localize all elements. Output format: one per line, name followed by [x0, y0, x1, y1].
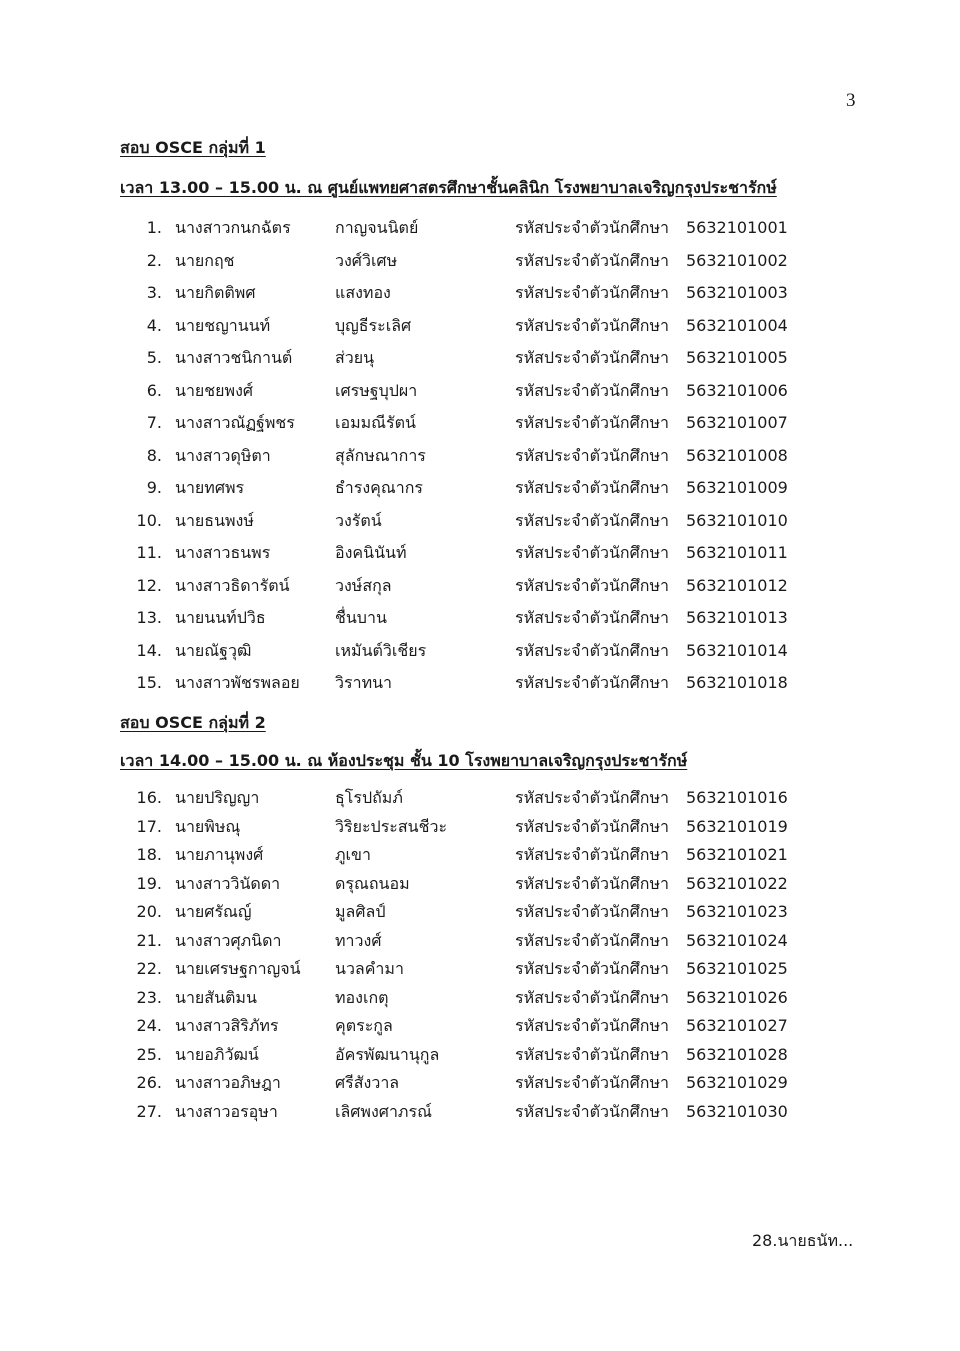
student-id-label: รหัสประจำตัวนักศึกษา [515, 640, 669, 660]
student-id: 5632101025 [686, 959, 788, 978]
student-first-name: นางสาวธิดารัตน์ [175, 575, 290, 595]
student-id-label: รหัสประจำตัวนักศึกษา [515, 283, 669, 302]
student-id: 5632101016 [686, 788, 788, 807]
student-id-label: รหัสประจำตัวนักศึกษา [515, 348, 669, 367]
student-row [0, 442, 960, 470]
student-first-name: นายอภิวัฒน์ [175, 1044, 259, 1064]
student-id: 5632101002 [686, 250, 788, 270]
student-id-label: รหัสประจำตัวนักศึกษา [515, 380, 669, 400]
student-last-name: สุลักษณาการ [335, 445, 426, 465]
student-row [0, 813, 960, 841]
student-last-name: คุตระกูล [335, 1016, 393, 1035]
student-last-name: วงรัตน์ [335, 510, 382, 530]
student-number: 26. [136, 1073, 162, 1092]
student-first-name: นางสาวณัฏฐ์พชร [175, 413, 295, 432]
student-row [0, 927, 960, 955]
student-first-name: นายสันติมน [175, 987, 257, 1007]
student-id-label: รหัสประจำตัวนักศึกษา [515, 608, 669, 627]
student-first-name: นายภานุพงศ์ [175, 845, 264, 864]
student-id-label: รหัสประจำตัวนักศึกษา [515, 445, 669, 465]
student-number: 24. [136, 1016, 162, 1035]
student-first-name: นางสาวดุษิตา [175, 445, 271, 465]
student-number: 14. [136, 640, 162, 660]
student-last-name: กาญจนนิตย์ [335, 218, 419, 237]
student-number: 13. [136, 608, 162, 627]
student-last-name: ทาวงศ์ [335, 930, 382, 950]
student-last-name: วิริยะประสนชีวะ [335, 816, 448, 836]
group-1-time-place: เวลา 13.00 – 15.00 น. ณ ศูนย์แพทยศาสตรศึกษาชั้นคลินิก โรงพยาบาลเจริญกรุงประชารักษ์ [120, 178, 777, 197]
student-first-name: นางสาวพัชรพลอย [175, 673, 300, 692]
student-number: 20. [136, 902, 162, 921]
student-last-name: ส่วยนุ [335, 348, 375, 367]
student-id: 5632101024 [686, 930, 788, 950]
group-1-title: สอบ OSCE กลุ่มที่ 1 [120, 138, 266, 157]
student-number: 18. [136, 845, 162, 864]
student-last-name: เลิศพงศาภรณ์ [335, 1101, 432, 1121]
student-row [0, 955, 960, 983]
student-row [0, 539, 960, 567]
student-id-label: รหัสประจำตัวนักศึกษา [515, 845, 669, 864]
student-id-label: รหัสประจำตัวนักศึกษา [515, 575, 669, 595]
student-id: 5632101009 [686, 478, 788, 497]
student-row [0, 214, 960, 242]
student-first-name: นายนนท์ปวิธ [175, 608, 266, 627]
student-last-name: วงษ์สกุล [335, 575, 392, 595]
student-id: 5632101001 [686, 218, 788, 237]
student-row [0, 474, 960, 502]
student-number: 19. [136, 873, 162, 893]
student-id: 5632101029 [686, 1073, 788, 1092]
student-id: 5632101018 [686, 673, 788, 692]
student-last-name: ศรีสังวาล [335, 1073, 400, 1092]
student-id: 5632101005 [686, 348, 788, 367]
page-number: 3 [846, 90, 856, 111]
student-number: 6. [146, 380, 162, 400]
student-row [0, 1098, 960, 1126]
student-first-name: นายชญานนท์ [175, 315, 271, 335]
student-id-label: รหัสประจำตัวนักศึกษา [515, 930, 669, 950]
student-first-name: นายเศรษฐกาญจน์ [175, 959, 301, 978]
student-number: 15. [136, 673, 162, 692]
student-row [0, 898, 960, 926]
student-id: 5632101010 [686, 510, 788, 530]
student-id: 5632101014 [686, 640, 788, 660]
student-first-name: นางสาวธนพร [175, 543, 271, 562]
student-id: 5632101013 [686, 608, 788, 627]
group-2-time-place: เวลา 14.00 – 15.00 น. ณ ห้องประชุม ชั้น 10 โรงพยาบาลเจริญกรุงประชารักษ์ [120, 751, 688, 770]
student-id-label: รหัสประจำตัวนักศึกษา [515, 1101, 669, 1121]
student-last-name: เอมมณีรัตน์ [335, 413, 416, 432]
student-last-name: ทองเกตุ [335, 987, 389, 1007]
student-row [0, 572, 960, 600]
student-id: 5632101011 [686, 543, 788, 562]
student-number: 23. [136, 987, 162, 1007]
student-first-name: นายศรัณญ์ [175, 902, 252, 921]
student-id: 5632101004 [686, 315, 788, 335]
student-last-name: แสงทอง [335, 283, 391, 302]
student-id: 5632101027 [686, 1016, 788, 1035]
student-id-label: รหัสประจำตัวนักศึกษา [515, 1016, 669, 1035]
student-row [0, 312, 960, 340]
student-last-name: ธำรงคุณากร [335, 478, 423, 497]
student-row [0, 1012, 960, 1040]
student-last-name: ธุโรปถัมภ์ [335, 788, 403, 807]
student-id-label: รหัสประจำตัวนักศึกษา [515, 816, 669, 836]
student-number: 10. [136, 510, 162, 530]
student-row [0, 870, 960, 898]
student-last-name: วงศ์วิเศษ [335, 250, 398, 270]
student-id-label: รหัสประจำตัวนักศึกษา [515, 873, 669, 893]
student-number: 16. [136, 788, 162, 807]
student-row [0, 604, 960, 632]
student-id: 5632101021 [686, 845, 788, 864]
student-id-label: รหัสประจำตัวนักศึกษา [515, 543, 669, 562]
student-first-name: นางสาววินัดดา [175, 873, 281, 893]
student-id: 5632101008 [686, 445, 788, 465]
student-number: 4. [146, 315, 162, 335]
student-first-name: นางสาวศุภนิดา [175, 930, 282, 950]
student-last-name: อิงคนินันท์ [335, 543, 407, 562]
student-first-name: นายกฤช [175, 250, 235, 270]
student-first-name: นางสาวชนิกานต์ [175, 348, 293, 367]
student-last-name: อัครพัฒนานุกูล [335, 1044, 440, 1064]
student-id-label: รหัสประจำตัวนักศึกษา [515, 413, 669, 432]
student-number: 12. [136, 575, 162, 595]
student-id-label: รหัสประจำตัวนักศึกษา [515, 959, 669, 978]
student-last-name: นวลคำมา [335, 959, 404, 978]
student-last-name: ดรุณถนอม [335, 873, 410, 893]
student-number: 17. [136, 816, 162, 836]
student-id-label: รหัสประจำตัวนักศึกษา [515, 987, 669, 1007]
student-id-label: รหัสประจำตัวนักศึกษา [515, 250, 669, 270]
student-first-name: นายณัฐวุฒิ [175, 640, 252, 660]
student-number: 7. [146, 413, 162, 432]
student-row [0, 507, 960, 535]
student-id: 5632101003 [686, 283, 788, 302]
student-id: 5632101006 [686, 380, 788, 400]
student-id-label: รหัสประจำตัวนักศึกษา [515, 1073, 669, 1092]
student-row [0, 1069, 960, 1097]
footer-continuation-note: 28.นายธนัท... [752, 1231, 854, 1250]
student-first-name: นางสาวสิริภัทร [175, 1016, 279, 1035]
student-row [0, 344, 960, 372]
student-id: 5632101022 [686, 873, 788, 893]
student-number: 3. [146, 283, 162, 302]
student-id-label: รหัสประจำตัวนักศึกษา [515, 218, 669, 237]
student-id-label: รหัสประจำตัวนักศึกษา [515, 1044, 669, 1064]
student-id: 5632101023 [686, 902, 788, 921]
student-first-name: นายกิตติพศ [175, 283, 256, 302]
student-id-label: รหัสประจำตัวนักศึกษา [515, 315, 669, 335]
student-id: 5632101026 [686, 987, 788, 1007]
student-number: 9. [146, 478, 162, 497]
student-id-label: รหัสประจำตัวนักศึกษา [515, 902, 669, 921]
student-last-name: มูลศิลป์ [335, 902, 386, 921]
student-last-name: บุญธีระเลิศ [335, 315, 412, 335]
student-row [0, 377, 960, 405]
student-last-name: เศรษฐบุปผา [335, 380, 418, 400]
student-row [0, 669, 960, 697]
student-row [0, 637, 960, 665]
student-id: 5632101019 [686, 816, 788, 836]
student-row [0, 247, 960, 275]
student-last-name: ชื่นบาน [335, 608, 387, 627]
student-row [0, 409, 960, 437]
student-row [0, 984, 960, 1012]
student-number: 5. [146, 348, 162, 367]
student-first-name: นางสาวกนกฉัตร [175, 218, 291, 237]
student-last-name: ภูเขา [335, 845, 371, 864]
student-row [0, 1041, 960, 1069]
student-number: 27. [136, 1101, 162, 1121]
student-row [0, 784, 960, 812]
student-id-label: รหัสประจำตัวนักศึกษา [515, 673, 669, 692]
student-id: 5632101028 [686, 1044, 788, 1064]
student-row [0, 841, 960, 869]
student-id: 5632101030 [686, 1101, 788, 1121]
student-id-label: รหัสประจำตัวนักศึกษา [515, 788, 669, 807]
student-first-name: นายพิษณุ [175, 816, 241, 836]
student-number: 2. [146, 250, 162, 270]
student-id-label: รหัสประจำตัวนักศึกษา [515, 510, 669, 530]
student-row [0, 279, 960, 307]
student-first-name: นางสาวอภิษฎา [175, 1073, 281, 1092]
group-2-title: สอบ OSCE กลุ่มที่ 2 [120, 713, 266, 732]
student-number: 1. [146, 218, 162, 237]
student-number: 22. [136, 959, 162, 978]
student-first-name: นายทศพร [175, 478, 245, 497]
student-id-label: รหัสประจำตัวนักศึกษา [515, 478, 669, 497]
student-number: 8. [146, 445, 162, 465]
student-id: 5632101007 [686, 413, 788, 432]
student-number: 11. [136, 543, 162, 562]
student-id: 5632101012 [686, 575, 788, 595]
student-last-name: เหมันต์วิเชียร [335, 640, 427, 660]
student-last-name: วิราทนา [335, 673, 393, 692]
student-number: 25. [136, 1044, 162, 1064]
student-first-name: นายธนพงษ์ [175, 510, 254, 530]
student-first-name: นายปริญญา [175, 788, 260, 807]
student-first-name: นายชยพงศ์ [175, 380, 254, 400]
student-first-name: นางสาวอรอุษา [175, 1101, 278, 1121]
student-number: 21. [136, 930, 162, 950]
